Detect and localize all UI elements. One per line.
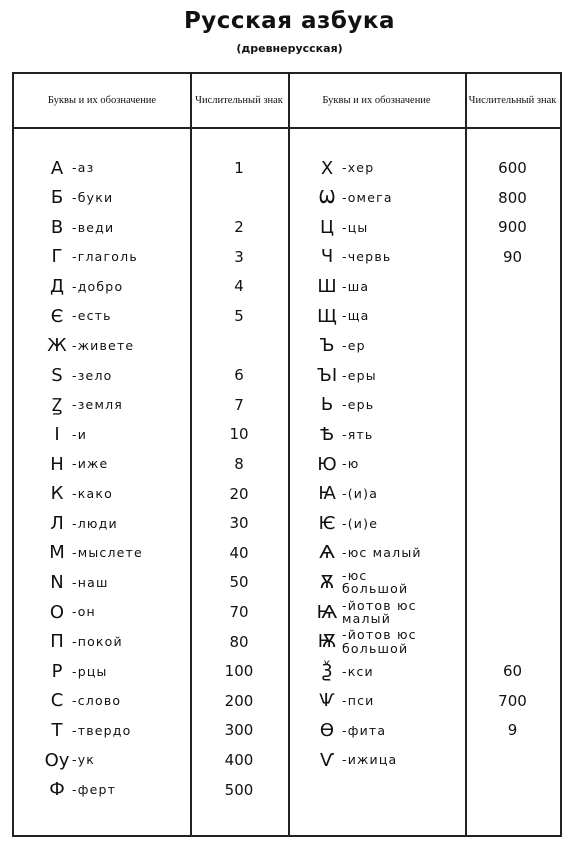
numeral-value bbox=[465, 628, 560, 656]
letter-row-right bbox=[312, 391, 374, 419]
letter-name: -рцы bbox=[72, 663, 108, 679]
header-numeral-right: Числительный знак bbox=[468, 94, 557, 106]
letter-row-right bbox=[312, 746, 397, 774]
letter-glyph: М bbox=[49, 542, 65, 564]
letter-name: -йотов юс большой bbox=[342, 627, 417, 656]
letter-row-left bbox=[42, 272, 123, 300]
letter-name: -зело bbox=[72, 367, 113, 383]
letter-row-left bbox=[42, 539, 143, 567]
letter-row-right bbox=[312, 657, 374, 685]
numeral-value: 50 bbox=[229, 573, 249, 592]
letter-glyph: ЪІ bbox=[316, 364, 338, 386]
letter-name: -ю bbox=[342, 456, 360, 472]
header-letters-right: Буквы и их обозначение bbox=[322, 94, 431, 106]
letter-row-right bbox=[312, 154, 374, 182]
numeral-value: 10 bbox=[229, 425, 249, 444]
letter-glyph: Ꙗ bbox=[318, 483, 336, 505]
letter-row-left bbox=[42, 687, 121, 715]
letter-name: -омега bbox=[342, 190, 393, 206]
numeral-value: 600 bbox=[498, 159, 527, 177]
letter-row-left bbox=[42, 776, 116, 804]
letter-row-right bbox=[312, 716, 386, 744]
numeral-value: 80 bbox=[229, 632, 249, 651]
numeral-value: 500 bbox=[224, 780, 254, 799]
letter-glyph: Л bbox=[50, 512, 64, 534]
letter-glyph: Ѣ bbox=[320, 423, 334, 445]
letter-glyph: Ѡ bbox=[318, 187, 336, 209]
letter-name: -земля bbox=[72, 397, 123, 413]
letter-row-left bbox=[42, 568, 109, 596]
header-numeral-left: Числительный знак bbox=[195, 94, 283, 106]
letter-name: -покой bbox=[72, 634, 123, 650]
numeral-value: 9 bbox=[507, 721, 518, 740]
letter-glyph: Ѭ bbox=[317, 631, 337, 653]
letter-row-left bbox=[42, 628, 123, 656]
letter-name: -хер bbox=[342, 160, 375, 176]
numeral-value bbox=[465, 272, 560, 300]
letter-name: -иже bbox=[72, 456, 109, 472]
numeral-value: 4 bbox=[234, 277, 244, 296]
letter-name: -буки bbox=[72, 190, 114, 206]
letter-row-left bbox=[42, 332, 134, 360]
letter-name: -ер bbox=[342, 338, 366, 354]
letter-name: -наш bbox=[72, 574, 109, 590]
letter-glyph: О bbox=[49, 601, 65, 623]
letter-glyph: Оу bbox=[44, 749, 70, 771]
alphabet-table bbox=[12, 72, 562, 837]
numeral-value bbox=[465, 420, 560, 448]
letter-row-left bbox=[42, 450, 108, 478]
letter-glyph: Г bbox=[51, 246, 63, 268]
letter-name: -цы bbox=[342, 219, 369, 235]
letter-row-right bbox=[312, 420, 373, 448]
letter-name: -ук bbox=[72, 752, 96, 768]
letter-glyph: Ѧ bbox=[319, 542, 335, 564]
letter-glyph: N bbox=[50, 571, 64, 593]
letter-name: -он bbox=[72, 604, 96, 620]
letter-glyph: П bbox=[50, 631, 64, 653]
letter-glyph: Ѫ bbox=[319, 571, 335, 593]
numeral-value: 30 bbox=[229, 514, 249, 533]
letter-name: -юс малый bbox=[342, 545, 422, 561]
letter-row-right bbox=[312, 539, 422, 567]
numeral-value: 60 bbox=[502, 662, 523, 681]
letter-glyph: Ѩ bbox=[316, 601, 338, 623]
letter-name: -ферт bbox=[72, 782, 117, 798]
letter-row-right bbox=[312, 450, 359, 478]
header-divider bbox=[14, 127, 560, 129]
letter-name: -ижица bbox=[342, 752, 398, 768]
letter-glyph: Ж bbox=[47, 335, 67, 357]
letter-name: -глаголь bbox=[72, 249, 138, 265]
letter-row-right bbox=[312, 480, 378, 508]
letter-glyph: Ꙁ bbox=[51, 394, 63, 416]
letter-row-left bbox=[42, 746, 95, 774]
numeral-value bbox=[465, 450, 560, 478]
letter-row-left bbox=[42, 657, 108, 685]
numeral-value: 200 bbox=[224, 691, 254, 710]
letter-row-right bbox=[312, 332, 366, 360]
numeral-value bbox=[465, 480, 560, 508]
numeral-value: 40 bbox=[229, 543, 249, 562]
letter-glyph: Ц bbox=[320, 216, 334, 238]
letter-glyph: Ѯ bbox=[321, 660, 333, 682]
numeral-value: 6 bbox=[234, 366, 244, 385]
numeral-value bbox=[190, 332, 288, 360]
letter-name: -кси bbox=[342, 663, 374, 679]
numeral-value bbox=[465, 361, 560, 389]
page-title: Русская азбука bbox=[183, 8, 396, 34]
letter-name: -ять bbox=[342, 426, 374, 442]
letter-name: -твердо bbox=[72, 722, 132, 738]
letter-name: -ерь bbox=[342, 397, 375, 413]
letter-row-right bbox=[312, 361, 377, 389]
letter-glyph: Ѕ bbox=[51, 364, 63, 386]
page-subtitle: (древнерусская) bbox=[236, 42, 343, 55]
letter-glyph: Х bbox=[320, 157, 334, 179]
header-letters-left: Буквы и их обозначение bbox=[47, 94, 157, 106]
letter-row-left bbox=[42, 184, 113, 212]
letter-glyph: Д bbox=[49, 275, 65, 297]
numeral-value bbox=[465, 539, 560, 567]
letter-row-right bbox=[312, 568, 408, 596]
letter-glyph: С bbox=[50, 690, 64, 712]
letter-name: -добро bbox=[72, 278, 124, 294]
letter-glyph: Ѥ bbox=[318, 512, 336, 534]
letter-name: -еры bbox=[342, 367, 377, 383]
letter-row-left bbox=[42, 302, 112, 330]
numeral-value: 400 bbox=[224, 751, 254, 769]
numeral-value bbox=[465, 302, 560, 330]
numeral-value: 5 bbox=[234, 307, 244, 325]
letter-name: -люди bbox=[72, 515, 118, 531]
letter-glyph: Є bbox=[50, 305, 64, 327]
letter-row-left bbox=[42, 361, 113, 389]
letter-glyph: Ф bbox=[49, 779, 65, 801]
letter-glyph: К bbox=[50, 483, 64, 505]
letter-row-right bbox=[312, 598, 417, 626]
numeral-value bbox=[465, 509, 560, 537]
letter-name: -живете bbox=[72, 338, 135, 354]
numeral-value: 8 bbox=[234, 455, 244, 473]
numeral-value bbox=[465, 746, 560, 774]
numeral-value: 1 bbox=[234, 159, 244, 177]
letter-row-right bbox=[312, 302, 370, 330]
letter-row-left bbox=[42, 598, 96, 626]
numeral-value: 7 bbox=[234, 395, 244, 414]
letter-glyph: Б bbox=[50, 187, 64, 209]
letter-name: -мыслете bbox=[72, 545, 143, 561]
letter-glyph: А bbox=[50, 157, 64, 179]
numeral-value: 90 bbox=[502, 247, 523, 266]
letter-glyph: Щ bbox=[317, 305, 337, 327]
letter-name: -фита bbox=[342, 722, 387, 738]
letter-row-left bbox=[42, 716, 131, 744]
letter-glyph: Ч bbox=[320, 246, 334, 268]
letter-name: -слово bbox=[72, 693, 122, 709]
letter-row-right bbox=[312, 213, 369, 241]
letter-glyph: Н bbox=[50, 453, 64, 475]
letter-row-left bbox=[42, 391, 123, 419]
numeral-value bbox=[465, 332, 560, 360]
letter-name: -веди bbox=[72, 219, 115, 235]
letter-row-right bbox=[312, 687, 374, 715]
numeral-value bbox=[465, 598, 560, 626]
letter-glyph: Ѵ bbox=[319, 749, 335, 771]
letter-glyph: Т bbox=[51, 719, 63, 741]
letter-name: -аз bbox=[72, 160, 95, 176]
letter-glyph: Ѱ bbox=[319, 690, 335, 712]
letter-glyph: І bbox=[54, 423, 60, 445]
numeral-value: 20 bbox=[229, 484, 249, 503]
letter-row-left bbox=[42, 420, 87, 448]
numeral-value bbox=[190, 184, 288, 212]
numeral-value: 800 bbox=[498, 188, 527, 207]
letter-row-right bbox=[312, 243, 391, 271]
numeral-value: 3 bbox=[234, 247, 244, 266]
letter-name: -(и)а bbox=[342, 486, 379, 502]
letter-row-right bbox=[312, 628, 417, 656]
letter-glyph: Ш bbox=[317, 275, 337, 297]
letter-row-left bbox=[42, 154, 94, 182]
letter-row-right bbox=[312, 184, 393, 212]
letter-row-left bbox=[42, 480, 113, 508]
letter-glyph: В bbox=[50, 216, 64, 238]
numeral-value bbox=[465, 391, 560, 419]
letter-name: -(и)е bbox=[342, 515, 379, 531]
letter-row-right bbox=[312, 272, 369, 300]
letter-row-left bbox=[42, 509, 118, 537]
letter-name: -юс большой bbox=[342, 568, 409, 597]
letter-row-left bbox=[42, 243, 138, 271]
numeral-value: 100 bbox=[224, 662, 254, 681]
letter-name: -червь bbox=[342, 249, 392, 265]
letter-glyph: Р bbox=[51, 660, 63, 682]
letter-glyph: Ю bbox=[317, 453, 337, 475]
letter-glyph: Ъ bbox=[319, 335, 335, 357]
numeral-value: 300 bbox=[224, 721, 254, 740]
numeral-value: 900 bbox=[498, 218, 527, 237]
letter-row-left bbox=[42, 213, 114, 241]
letter-name: -йотов юс малый bbox=[342, 597, 417, 626]
numeral-value: 70 bbox=[229, 603, 249, 621]
column-divider bbox=[288, 74, 290, 835]
letter-name: -ща bbox=[342, 308, 370, 324]
letter-glyph: Ѳ bbox=[319, 719, 335, 741]
letter-name: -пси bbox=[342, 693, 375, 709]
numeral-value bbox=[465, 568, 560, 596]
letter-name: -и bbox=[72, 426, 88, 442]
letter-name: -ша bbox=[342, 278, 370, 294]
letter-name: -како bbox=[72, 486, 113, 502]
letter-glyph: Ь bbox=[320, 394, 334, 416]
numeral-value: 2 bbox=[234, 218, 244, 237]
letter-name: -есть bbox=[72, 308, 112, 324]
letter-row-right bbox=[312, 509, 378, 537]
numeral-value: 700 bbox=[498, 691, 527, 710]
